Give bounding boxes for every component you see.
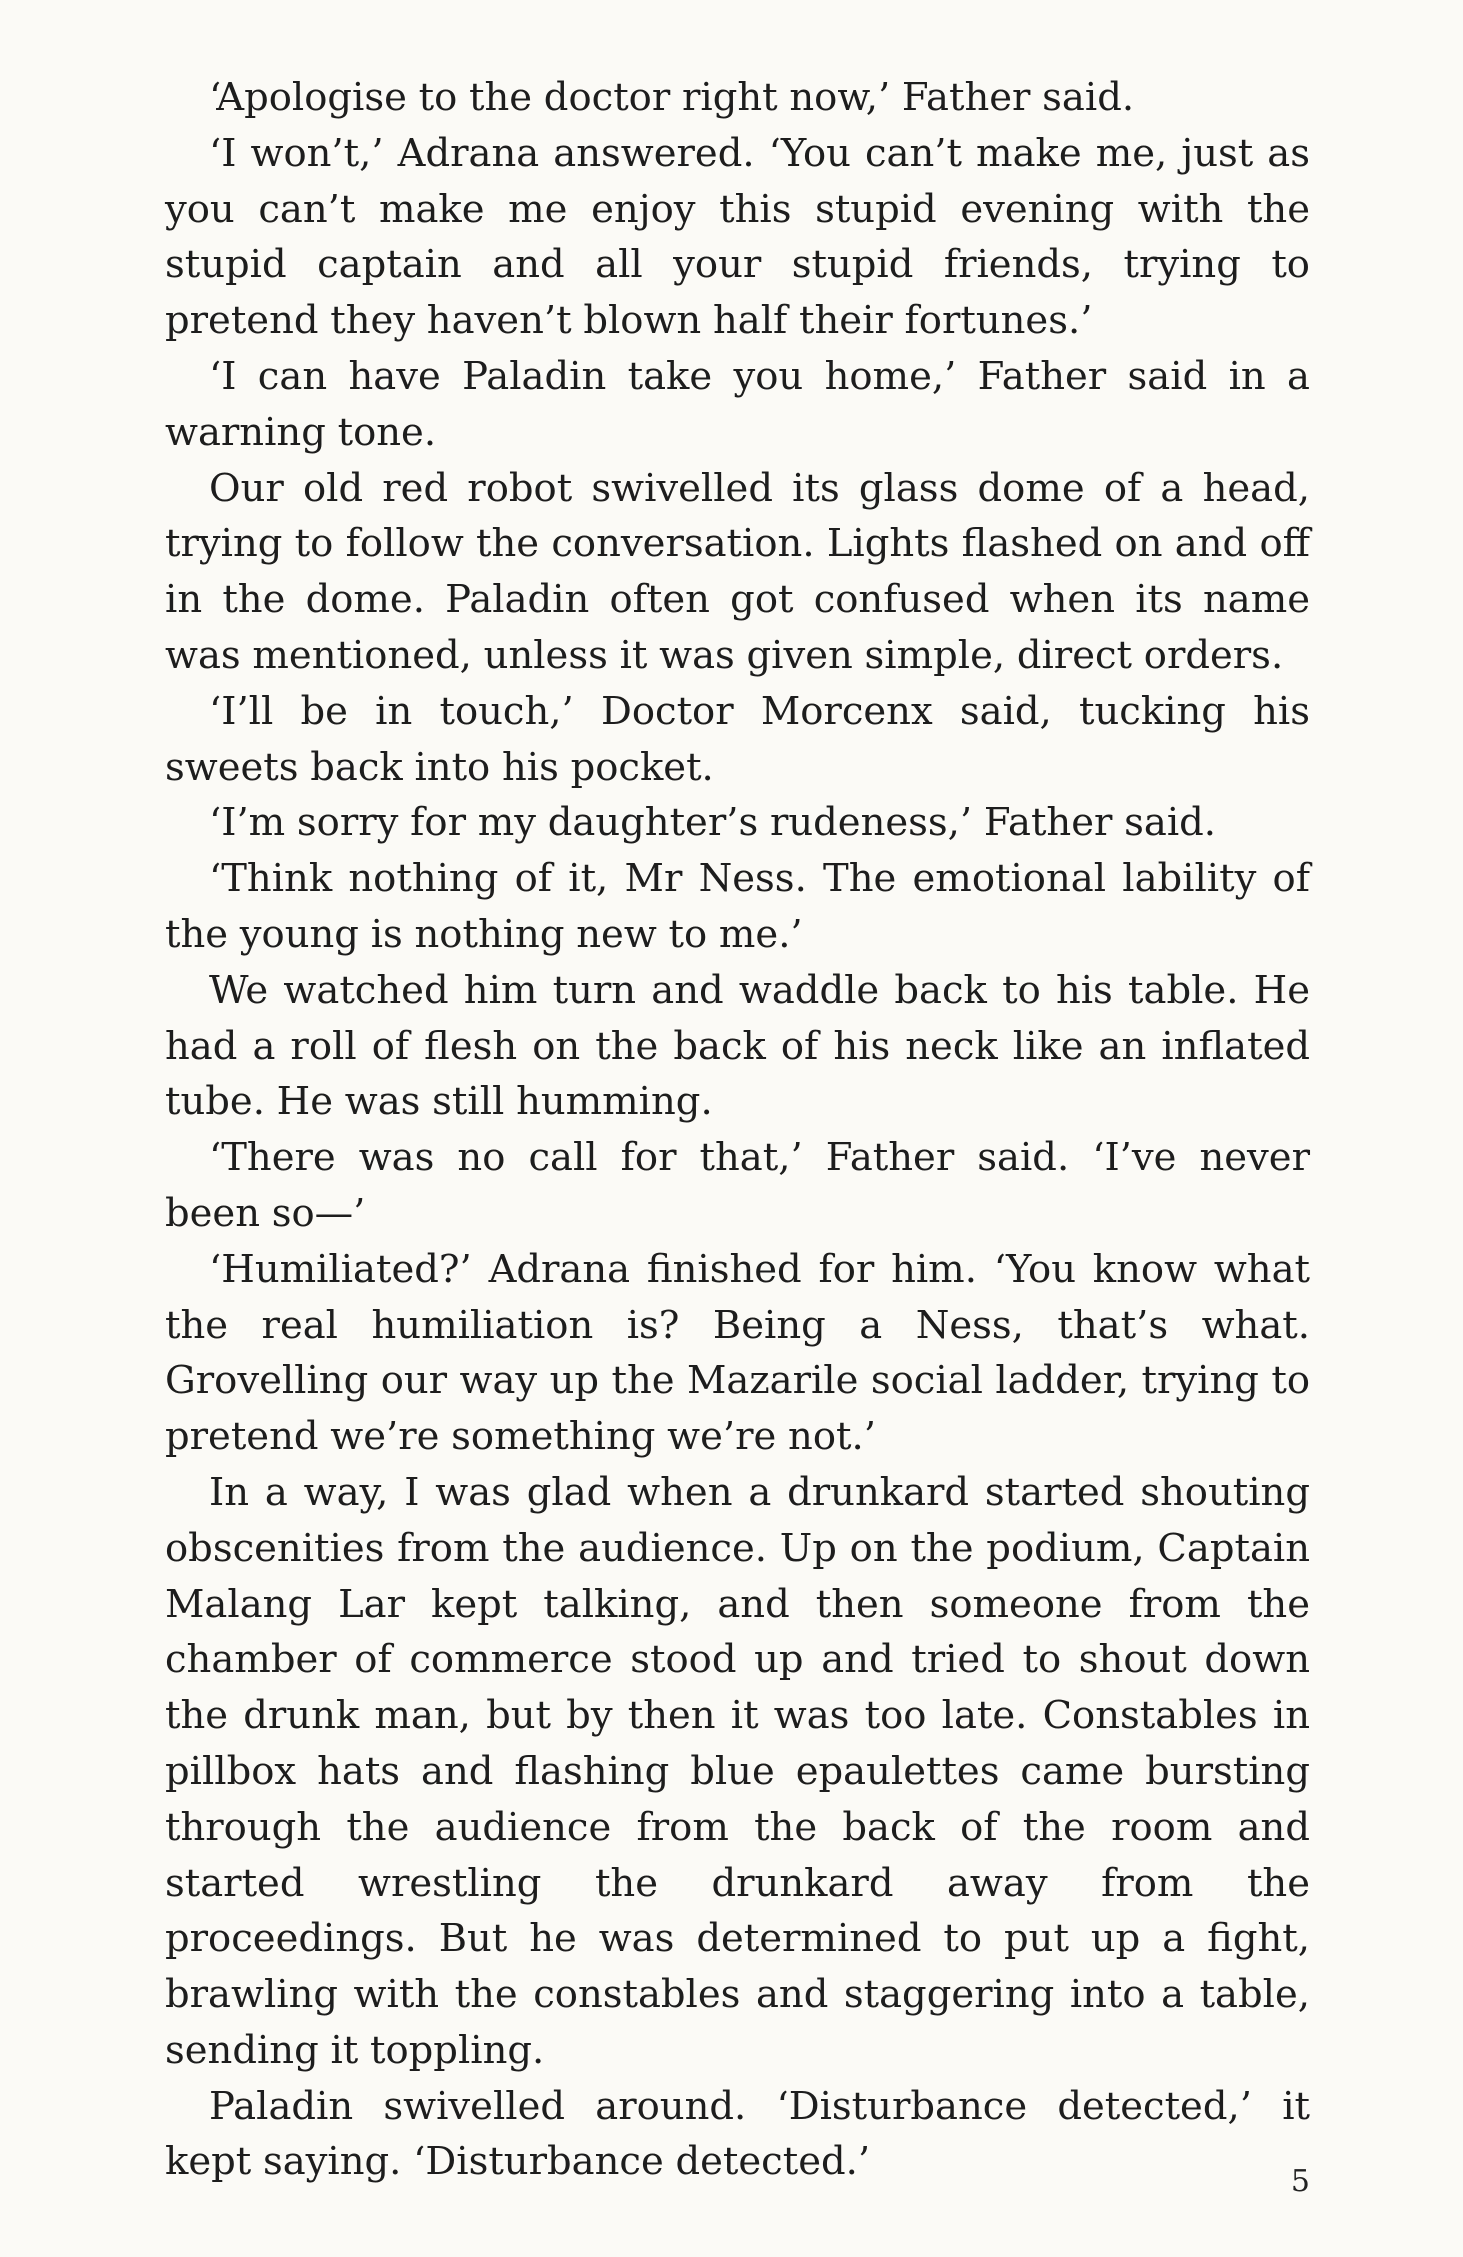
paragraph: ‘Apologise to the doctor right now,’ Father said. (209, 75, 1135, 120)
paragraph: ‘Humiliated?’ Adrana finished for him. ‘You know what the real humiliation is? Being a Ness, that’s what. Grovelling our way up the Mazarile social ladder, trying to pretend we’re something we’re not.’ (165, 1246, 1310, 1460)
paragraph: Our old red robot swivelled its glass dome of a head, trying to follow the conversation. Lights flashed on and off in the dome. Paladin often got confused when its name was mentioned, unless it was given simple, direct orders. (165, 465, 1310, 678)
paragraph: We watched him turn and waddle back to his table. He had a roll of flesh on the back of his neck like an inflated tube. He was still humming. (165, 967, 1310, 1125)
paragraph: ‘Think nothing of it, Mr Ness. The emotional lability of the young is nothing new to me.’ (165, 856, 1310, 957)
paragraph: Paladin swivelled around. ‘Disturbance detected,’ it kept saying. ‘Disturbance detected.’ (165, 2083, 1310, 2185)
page-number: 5 (1290, 2164, 1310, 2199)
paragraph: ‘I won’t,’ Adrana answered. ‘You can’t make me, just as you can’t make me enjoy this stupid evening with the stupid captain and all your stupid friends, trying to pretend they haven’t blown half their fortunes.’ (165, 130, 1310, 344)
paragraph: ‘I’ll be in touch,’ Doctor Morcenx said, tucking his sweets back into his pocket. (165, 688, 1310, 790)
paragraph: ‘There was no call for that,’ Father said. ‘I’ve never been so—’ (165, 1135, 1310, 1236)
book-page (165, 70, 1310, 2190)
paragraph: ‘I can have Paladin take you home,’ Father said in a warning tone. (165, 353, 1310, 455)
paragraph: ‘I’m sorry for my daughter’s rudeness,’ Father said. (209, 800, 1217, 846)
paragraph: In a way, I was glad when a drunkard started shouting obscenities from the audience. Up on the podium, Captain Malang Lar kept talking, and then someone from the chamber of commerce stood up and tried to shout down the drunk man, but by then it was too late. Constables in pillbox hats and flashing blue epaulettes came bursting through the audience from the back of the room and started wrestling the drunkard away from the proceedings. But he was determined to put up a fight, brawling with the constables and staggering into a table, sending it toppling. (165, 1469, 1310, 2073)
